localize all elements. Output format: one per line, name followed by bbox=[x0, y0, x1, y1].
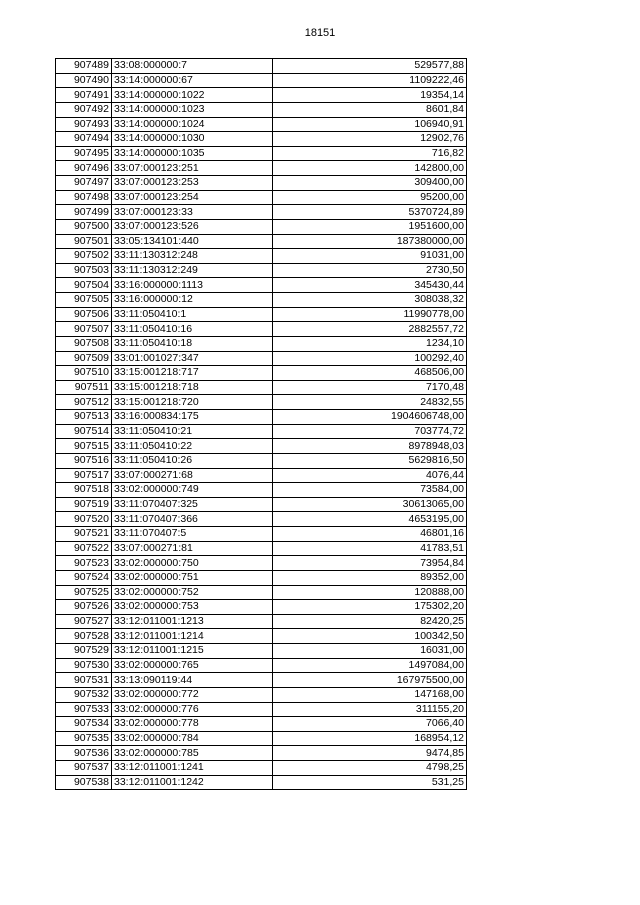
table-row bbox=[56, 263, 467, 278]
amount-cell: 529577,88 bbox=[273, 59, 467, 74]
amount-cell: 100292,40 bbox=[273, 351, 467, 366]
cadastral-code-cell: 33:14:000000:1022 bbox=[112, 88, 273, 103]
amount-cell: 73584,00 bbox=[273, 483, 467, 498]
table-row bbox=[56, 146, 467, 161]
amount-cell: 46801,16 bbox=[273, 527, 467, 542]
amount-cell: 308038,32 bbox=[273, 293, 467, 308]
cadastral-code-cell: 33:14:000000:67 bbox=[112, 73, 273, 88]
table-row bbox=[56, 424, 467, 439]
row-id-cell: 907516 bbox=[56, 453, 112, 468]
row-id-cell: 907536 bbox=[56, 746, 112, 761]
cadastral-code-cell: 33:12:011001:1213 bbox=[112, 614, 273, 629]
amount-cell: 95200,00 bbox=[273, 190, 467, 205]
amount-cell: 16031,00 bbox=[273, 644, 467, 659]
amount-cell: 1951600,00 bbox=[273, 219, 467, 234]
amount-cell: 19354,14 bbox=[273, 88, 467, 103]
row-id-cell: 907522 bbox=[56, 541, 112, 556]
cadastral-code-cell: 33:02:000000:750 bbox=[112, 556, 273, 571]
row-id-cell: 907501 bbox=[56, 234, 112, 249]
table-row bbox=[56, 775, 467, 790]
row-id-cell: 907490 bbox=[56, 73, 112, 88]
row-id-cell: 907538 bbox=[56, 775, 112, 790]
amount-cell: 175302,20 bbox=[273, 600, 467, 615]
amount-cell: 1497084,00 bbox=[273, 658, 467, 673]
table-row bbox=[56, 102, 467, 117]
cadastral-code-cell: 33:07:000271:81 bbox=[112, 541, 273, 556]
amount-cell: 89352,00 bbox=[273, 570, 467, 585]
amount-cell: 703774,72 bbox=[273, 424, 467, 439]
row-id-cell: 907517 bbox=[56, 468, 112, 483]
row-id-cell: 907533 bbox=[56, 702, 112, 717]
amount-cell: 91031,00 bbox=[273, 249, 467, 264]
row-id-cell: 907529 bbox=[56, 644, 112, 659]
row-id-cell: 907502 bbox=[56, 249, 112, 264]
cadastral-code-cell: 33:07:000123:254 bbox=[112, 190, 273, 205]
table-row bbox=[56, 453, 467, 468]
amount-cell: 9474,85 bbox=[273, 746, 467, 761]
amount-cell: 12902,76 bbox=[273, 132, 467, 147]
row-id-cell: 907499 bbox=[56, 205, 112, 220]
table-row bbox=[56, 278, 467, 293]
table-row bbox=[56, 132, 467, 147]
cadastral-code-cell: 33:16:000834:175 bbox=[112, 410, 273, 425]
amount-cell: 4798,25 bbox=[273, 761, 467, 776]
cadastral-code-cell: 33:14:000000:1023 bbox=[112, 102, 273, 117]
table-row bbox=[56, 497, 467, 512]
row-id-cell: 907513 bbox=[56, 410, 112, 425]
cadastral-code-cell: 33:16:000000:1113 bbox=[112, 278, 273, 293]
table-row bbox=[56, 117, 467, 132]
row-id-cell: 907528 bbox=[56, 629, 112, 644]
table-row bbox=[56, 687, 467, 702]
amount-cell: 345430,44 bbox=[273, 278, 467, 293]
row-id-cell: 907524 bbox=[56, 570, 112, 585]
table-row bbox=[56, 336, 467, 351]
table-row bbox=[56, 307, 467, 322]
cadastral-code-cell: 33:02:000000:749 bbox=[112, 483, 273, 498]
row-id-cell: 907521 bbox=[56, 527, 112, 542]
table-row bbox=[56, 629, 467, 644]
row-id-cell: 907493 bbox=[56, 117, 112, 132]
row-id-cell: 907492 bbox=[56, 102, 112, 117]
row-id-cell: 907508 bbox=[56, 336, 112, 351]
amount-cell: 100342,50 bbox=[273, 629, 467, 644]
cadastral-code-cell: 33:08:000000:7 bbox=[112, 59, 273, 74]
cadastral-code-cell: 33:02:000000:776 bbox=[112, 702, 273, 717]
amount-cell: 1109222,46 bbox=[273, 73, 467, 88]
row-id-cell: 907503 bbox=[56, 263, 112, 278]
row-id-cell: 907511 bbox=[56, 380, 112, 395]
row-id-cell: 907537 bbox=[56, 761, 112, 776]
cadastral-code-cell: 33:02:000000:778 bbox=[112, 717, 273, 732]
amount-cell: 167975500,00 bbox=[273, 673, 467, 688]
amount-cell: 30613065,00 bbox=[273, 497, 467, 512]
cadastral-code-cell: 33:14:000000:1035 bbox=[112, 146, 273, 161]
amount-cell: 2730,50 bbox=[273, 263, 467, 278]
amount-cell: 1904606748,00 bbox=[273, 410, 467, 425]
table-row bbox=[56, 468, 467, 483]
table-row bbox=[56, 380, 467, 395]
row-id-cell: 907527 bbox=[56, 614, 112, 629]
cadastral-code-cell: 33:14:000000:1030 bbox=[112, 132, 273, 147]
amount-cell: 73954,84 bbox=[273, 556, 467, 571]
row-id-cell: 907523 bbox=[56, 556, 112, 571]
cadastral-code-cell: 33:11:130312:249 bbox=[112, 263, 273, 278]
amount-cell: 1234,10 bbox=[273, 336, 467, 351]
table-row bbox=[56, 59, 467, 74]
cadastral-code-cell: 33:11:130312:248 bbox=[112, 249, 273, 264]
row-id-cell: 907500 bbox=[56, 219, 112, 234]
cadastral-code-cell: 33:07:000123:33 bbox=[112, 205, 273, 220]
row-id-cell: 907504 bbox=[56, 278, 112, 293]
amount-cell: 168954,12 bbox=[273, 731, 467, 746]
cadastral-code-cell: 33:15:001218:718 bbox=[112, 380, 273, 395]
table-row bbox=[56, 570, 467, 585]
cadastral-code-cell: 33:11:070407:325 bbox=[112, 497, 273, 512]
amount-cell: 2882557,72 bbox=[273, 322, 467, 337]
table-row bbox=[56, 600, 467, 615]
amount-cell: 82420,25 bbox=[273, 614, 467, 629]
cadastral-code-cell: 33:02:000000:784 bbox=[112, 731, 273, 746]
table-row bbox=[56, 293, 467, 308]
table-row bbox=[56, 205, 467, 220]
amount-cell: 11990778,00 bbox=[273, 307, 467, 322]
row-id-cell: 907525 bbox=[56, 585, 112, 600]
table-row bbox=[56, 88, 467, 103]
row-id-cell: 907519 bbox=[56, 497, 112, 512]
amount-cell: 309400,00 bbox=[273, 176, 467, 191]
amount-cell: 716,82 bbox=[273, 146, 467, 161]
table-row bbox=[56, 410, 467, 425]
table-row bbox=[56, 614, 467, 629]
row-id-cell: 907531 bbox=[56, 673, 112, 688]
table-row bbox=[56, 644, 467, 659]
row-id-cell: 907518 bbox=[56, 483, 112, 498]
amount-cell: 5370724,89 bbox=[273, 205, 467, 220]
table-body bbox=[56, 59, 467, 790]
row-id-cell: 907534 bbox=[56, 717, 112, 732]
table-row bbox=[56, 483, 467, 498]
amount-cell: 5629816,50 bbox=[273, 453, 467, 468]
cadastral-code-cell: 33:12:011001:1241 bbox=[112, 761, 273, 776]
row-id-cell: 907535 bbox=[56, 731, 112, 746]
cadastral-code-cell: 33:07:000271:68 bbox=[112, 468, 273, 483]
cadastral-code-cell: 33:07:000123:253 bbox=[112, 176, 273, 191]
table-row bbox=[56, 73, 467, 88]
cadastral-code-cell: 33:02:000000:772 bbox=[112, 687, 273, 702]
table-row bbox=[56, 702, 467, 717]
page-number: 18151 bbox=[304, 27, 336, 39]
cadastral-code-cell: 33:16:000000:12 bbox=[112, 293, 273, 308]
row-id-cell: 907505 bbox=[56, 293, 112, 308]
table-row bbox=[56, 395, 467, 410]
table-row bbox=[56, 234, 467, 249]
amount-cell: 4653195,00 bbox=[273, 512, 467, 527]
row-id-cell: 907494 bbox=[56, 132, 112, 147]
cadastral-code-cell: 33:12:011001:1215 bbox=[112, 644, 273, 659]
table-row bbox=[56, 673, 467, 688]
row-id-cell: 907520 bbox=[56, 512, 112, 527]
cadastral-code-cell: 33:11:070407:366 bbox=[112, 512, 273, 527]
table-row bbox=[56, 512, 467, 527]
row-id-cell: 907532 bbox=[56, 687, 112, 702]
data-table bbox=[55, 58, 467, 790]
row-id-cell: 907510 bbox=[56, 366, 112, 381]
cadastral-code-cell: 33:07:000123:526 bbox=[112, 219, 273, 234]
row-id-cell: 907497 bbox=[56, 176, 112, 191]
table-row bbox=[56, 249, 467, 264]
row-id-cell: 907526 bbox=[56, 600, 112, 615]
amount-cell: 311155,20 bbox=[273, 702, 467, 717]
row-id-cell: 907515 bbox=[56, 439, 112, 454]
cadastral-code-cell: 33:12:011001:1214 bbox=[112, 629, 273, 644]
cadastral-code-cell: 33:07:000123:251 bbox=[112, 161, 273, 176]
row-id-cell: 907509 bbox=[56, 351, 112, 366]
amount-cell: 106940,91 bbox=[273, 117, 467, 132]
row-id-cell: 907514 bbox=[56, 424, 112, 439]
amount-cell: 468506,00 bbox=[273, 366, 467, 381]
cadastral-code-cell: 33:11:050410:18 bbox=[112, 336, 273, 351]
table-row bbox=[56, 219, 467, 234]
amount-cell: 4076,44 bbox=[273, 468, 467, 483]
table-row bbox=[56, 190, 467, 205]
table-row bbox=[56, 658, 467, 673]
table-row bbox=[56, 161, 467, 176]
cadastral-code-cell: 33:11:050410:22 bbox=[112, 439, 273, 454]
row-id-cell: 907495 bbox=[56, 146, 112, 161]
table-row bbox=[56, 176, 467, 191]
row-id-cell: 907496 bbox=[56, 161, 112, 176]
row-id-cell: 907507 bbox=[56, 322, 112, 337]
row-id-cell: 907512 bbox=[56, 395, 112, 410]
table-row bbox=[56, 731, 467, 746]
table-row bbox=[56, 585, 467, 600]
cadastral-code-cell: 33:11:070407:5 bbox=[112, 527, 273, 542]
cadastral-code-cell: 33:12:011001:1242 bbox=[112, 775, 273, 790]
cadastral-code-cell: 33:11:050410:1 bbox=[112, 307, 273, 322]
cadastral-code-cell: 33:14:000000:1024 bbox=[112, 117, 273, 132]
cadastral-code-cell: 33:15:001218:717 bbox=[112, 366, 273, 381]
amount-cell: 8978948,03 bbox=[273, 439, 467, 454]
row-id-cell: 907491 bbox=[56, 88, 112, 103]
table-row bbox=[56, 556, 467, 571]
table-row bbox=[56, 746, 467, 761]
amount-cell: 142800,00 bbox=[273, 161, 467, 176]
cadastral-code-cell: 33:11:050410:26 bbox=[112, 453, 273, 468]
amount-cell: 7066,40 bbox=[273, 717, 467, 732]
amount-cell: 531,25 bbox=[273, 775, 467, 790]
cadastral-code-cell: 33:11:050410:16 bbox=[112, 322, 273, 337]
table-row bbox=[56, 761, 467, 776]
row-id-cell: 907530 bbox=[56, 658, 112, 673]
cadastral-code-cell: 33:05:134101:440 bbox=[112, 234, 273, 249]
cadastral-code-cell: 33:15:001218:720 bbox=[112, 395, 273, 410]
cadastral-code-cell: 33:02:000000:752 bbox=[112, 585, 273, 600]
amount-cell: 7170,48 bbox=[273, 380, 467, 395]
cadastral-code-cell: 33:11:050410:21 bbox=[112, 424, 273, 439]
row-id-cell: 907506 bbox=[56, 307, 112, 322]
table-row bbox=[56, 439, 467, 454]
row-id-cell: 907498 bbox=[56, 190, 112, 205]
table-row bbox=[56, 366, 467, 381]
cadastral-code-cell: 33:13:090119:44 bbox=[112, 673, 273, 688]
table-row bbox=[56, 322, 467, 337]
amount-cell: 8601,84 bbox=[273, 102, 467, 117]
cadastral-code-cell: 33:02:000000:785 bbox=[112, 746, 273, 761]
amount-cell: 41783,51 bbox=[273, 541, 467, 556]
table-row bbox=[56, 541, 467, 556]
amount-cell: 120888,00 bbox=[273, 585, 467, 600]
amount-cell: 147168,00 bbox=[273, 687, 467, 702]
table-row bbox=[56, 717, 467, 732]
row-id-cell: 907489 bbox=[56, 59, 112, 74]
cadastral-code-cell: 33:01:001027:347 bbox=[112, 351, 273, 366]
table-row bbox=[56, 527, 467, 542]
cadastral-code-cell: 33:02:000000:753 bbox=[112, 600, 273, 615]
amount-cell: 24832,55 bbox=[273, 395, 467, 410]
cadastral-code-cell: 33:02:000000:751 bbox=[112, 570, 273, 585]
cadastral-code-cell: 33:02:000000:765 bbox=[112, 658, 273, 673]
amount-cell: 187380000,00 bbox=[273, 234, 467, 249]
table-row bbox=[56, 351, 467, 366]
